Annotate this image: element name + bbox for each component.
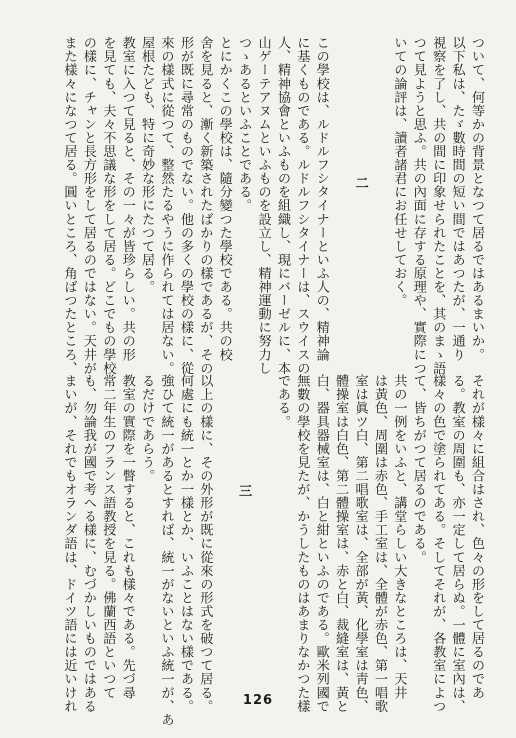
- section-gap: [253, 374, 272, 684]
- text-line: 常二年生のフランス語教授を見る。佛蘭西語といつて: [100, 374, 116, 700]
- text-line: 體操室は白色、第二體操室は、赤と白、裁縫室は、黃と: [333, 374, 349, 713]
- section-gap: [331, 36, 350, 356]
- text-line: まいが、それでもオランダ語は、ドイツ語には近いけれ: [61, 374, 77, 713]
- section-heading-2: 二: [352, 176, 368, 190]
- text-line: 屋根たども、特に奇妙な形にたつて居る。: [139, 36, 155, 294]
- text-line: である。: [274, 374, 290, 429]
- text-line: 視察を了し、共の間に印象せられたことを、其のまゝ語: [430, 36, 446, 375]
- text-line: 舍を見ると、漸く新築されたばかりの樣であるが、その: [197, 36, 213, 375]
- text-line: 以下私は、たゞ數時間の短い間ではあつたが、一通り: [449, 36, 465, 362]
- text-line: とにかくこの學校は、隨分變つた學校である。共の校: [216, 36, 232, 362]
- text-line: 何處にも統一とか一樣とか、いふことはない樣である。: [177, 374, 193, 713]
- upper-text-block: [59, 36, 486, 375]
- text-line: ついて、何等かの背景となつて居るではあるまいか。: [469, 36, 484, 362]
- text-line: 共の一例をいふと、講堂らしい大きなところは、天井: [391, 374, 407, 700]
- text-line: の樣に、チャンと長方形をして居るのではない。天井が: [80, 36, 96, 375]
- text-line: 教室に入つて見ると、その一々が皆珍らしい。共の形: [119, 36, 135, 362]
- text-line: また樣々になつて居る。圓いところ、角ばつたところ、: [61, 36, 77, 375]
- text-line: る。教室の周圍も、亦一定して居らぬ。一體に室內は、: [449, 374, 465, 713]
- section-gap: [214, 374, 233, 684]
- text-line: るだけであらう。: [139, 374, 155, 483]
- text-line: この學校は、ルドルフシタイナーといふ人の、精神論: [313, 36, 329, 362]
- text-line: 教室の實際を一瞥すると、これも樣々である。先づ尋: [119, 374, 135, 700]
- text-line: 人、精神協會といふものを組織し、現にバーゼルに、本: [274, 36, 290, 375]
- text-line: 以上の樣に、その外形が既に從來の形式を破つて居る。: [197, 374, 213, 713]
- text-line: 來の樣式に從つて、整然たるやうに作られては居ない。: [158, 36, 174, 375]
- text-line: 強ひて統一があるとすれば、統一がないといふ統一が、あ: [158, 374, 174, 727]
- text-line: 室は眞ツ白、第二唱歌室は、全部が黃、化學室は靑色、: [352, 374, 368, 713]
- section-heading-3: 三: [236, 484, 252, 498]
- text-line: 樣々の色で塗られてある。そしてそれが、各教室によつ: [430, 374, 446, 713]
- text-line: それが樣々に組合はされ、色々の形をして居るのであ: [469, 374, 484, 700]
- text-line: 山ゲーテアヌムといふものを設立し、精神運動に努力し: [255, 36, 271, 375]
- text-line: つゝあるといふことである。: [236, 36, 252, 213]
- text-line: を見ても、夫々不思議な形をして居る。どこでもの學校: [100, 36, 116, 375]
- text-line: 無數の學校を見たが、かうしたものはあまりなかつた樣: [294, 374, 310, 713]
- text-line: も、勿論我が國で考へる樣に、むづかしいものではある: [80, 374, 96, 713]
- section-gap: [370, 36, 389, 356]
- text-line: は黃色、周圍は赤色、手工室は、全體が赤色、第一唱歌: [371, 374, 387, 713]
- page-number: 126: [242, 693, 274, 708]
- text-line: 白、器具器械室は、白と紺といふのである。歐米列國で: [313, 374, 329, 713]
- text-line: 形が既に尋常のものでない。他の多くの學校の樣に、從: [177, 36, 193, 375]
- text-line: つて見ようと思ふ。共の內面に存する原理や、實際につ: [410, 36, 426, 375]
- text-line: て、皆ちがつて居るのである。: [410, 374, 426, 564]
- text-line: に基くものである。ルドルフシタイナーは、スウイスの: [294, 36, 310, 375]
- text-line: いての論評は、讀者諸君にお任せしておく。: [391, 36, 407, 307]
